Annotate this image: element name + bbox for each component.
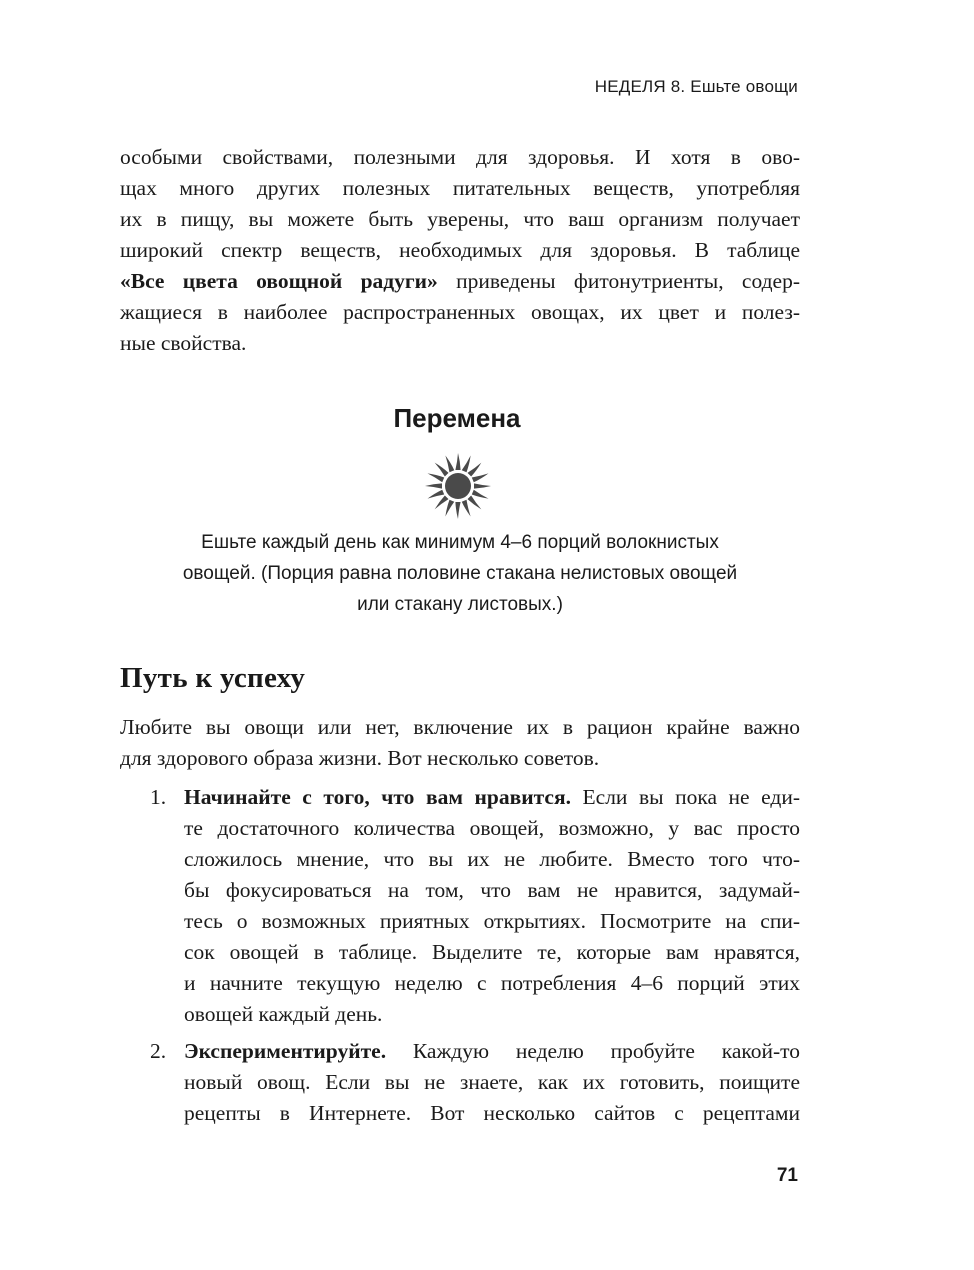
lead-line: ные свойства. [120,331,247,355]
tip-item [120,782,800,1030]
tip-line: бы фокусироваться на том, что вам не нравится, задумай- [184,878,800,902]
lead-line [120,266,800,297]
change-instruction [120,527,800,620]
sun-ray [428,490,445,499]
tip-bold-lead: Начинайте с того, что вам нравится. [184,785,571,809]
tip-line-rest: Если вы пока не еди- [570,785,800,809]
sun-ray [435,463,449,477]
sun-ray [455,502,460,519]
lead-line: их в пищу, вы можете быть уверены, что ваш организм получает [120,207,800,231]
tip-line-rest: Каждую неделю пробуйте какой-то [386,1039,800,1063]
lead-line: щах много других полезных питательных веществ, употребляя [120,176,800,200]
tip-line: овощей каждый день. [184,1002,383,1026]
intro-paragraph [120,712,800,774]
sun-ray [467,463,481,477]
tip-line: тесь о возможных приятных открытиях. Посмотрите на спи- [184,909,800,933]
sun-ray [455,453,460,470]
intro-line: Любите вы овощи или нет, включение их в рацион крайне важно [120,715,800,739]
change-line: овощей. (Порция равна половине стакана нелистовых овощей [182,563,738,584]
tip-line: новый овощ. Если вы не знаете, как их готовить, поищите [184,1070,800,1094]
lead-line: жащиеся в наиболее распространенных овощах, их цвет и полез- [120,300,800,324]
tip-line: и начните текущую неделю с потребления 4–6 порций этих [184,971,800,995]
tips-list [120,782,800,1135]
tip-line: те достаточного количества овощей, возможно, у вас просто [184,816,800,840]
tip-line [184,1036,800,1067]
page-number: 71 [776,1165,798,1186]
tip-number: 2. [150,1039,167,1063]
sun-ray [462,456,471,473]
sun-ray [445,456,454,473]
tip-line: сложилось мнение, что вы их не любите. Вместо того что- [184,847,800,871]
lead-line-rest: приведены фитонутриенты, содер- [437,269,800,293]
sun-ray [462,500,471,517]
sun-ray [435,495,449,509]
sun-icon [423,451,493,521]
tip-line [184,782,800,813]
change-title: Перемена [393,403,521,433]
tip-bold-lead: Экспериментируйте. [184,1039,387,1063]
change-line: Ешьте каждый день как минимум 4–6 порций волокнистых [201,532,719,553]
tip-number: 1. [150,785,167,809]
sun-ray [425,483,442,488]
sun-ray [474,483,491,488]
tip-item [120,1036,800,1129]
lead-line: особыми свойствами, полезными для здоровья. И хотя в ово- [120,145,800,169]
change-line: или стакану листовых.) [357,594,563,615]
sun-ray [467,495,481,509]
lead-line: широкий спектр веществ, необходимых для здоровья. В таблице [120,238,800,262]
sun-ray [445,500,454,517]
sun-ray [472,490,489,499]
lead-paragraph [120,142,800,359]
intro-line: для здорового образа жизни. Вот несколько советов. [120,746,600,770]
table-reference: «Все цвета овощной радуги» [120,269,438,293]
tip-line: сок овощей в таблице. Выделите те, которые вам нравятся, [184,940,800,964]
success-heading: Путь к успеху [120,662,306,694]
sun-ray [428,473,445,482]
running-head: НЕДЕЛЯ 8. Ешьте овощи [594,77,798,96]
sun-ray [472,473,489,482]
tip-line: рецепты в Интернете. Вот несколько сайтов с рецептами [184,1101,800,1125]
